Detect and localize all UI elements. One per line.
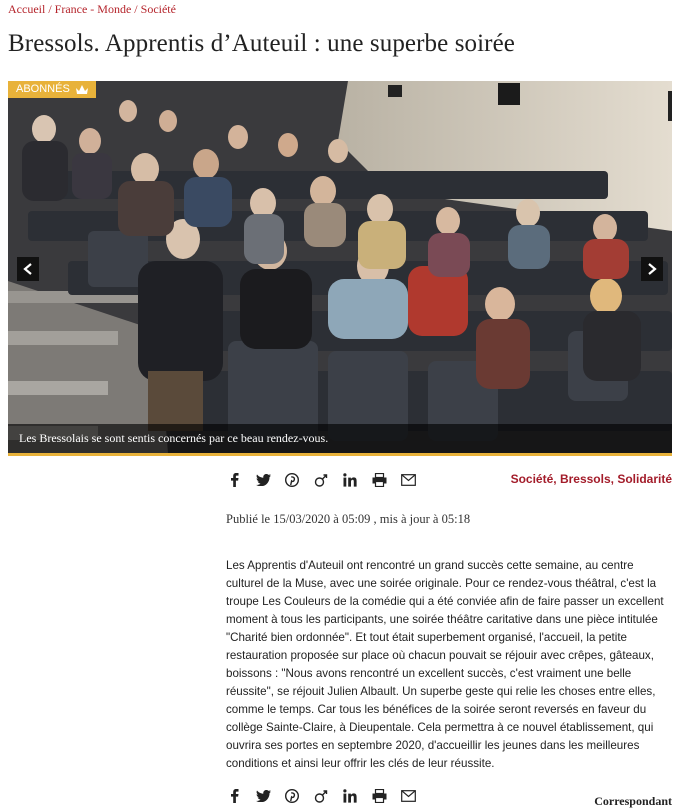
breadcrumb-france-monde[interactable]: France - Monde <box>54 2 132 16</box>
tag-bressols[interactable]: Bressols <box>559 472 611 486</box>
twitter-icon[interactable] <box>255 472 271 488</box>
photo-auditorium-audience <box>8 81 672 453</box>
share-bar-bottom <box>226 788 416 804</box>
breadcrumb <box>8 2 176 17</box>
pinterest-icon[interactable] <box>284 788 300 804</box>
flipboard-icon[interactable] <box>313 472 329 488</box>
twitter-icon[interactable] <box>255 788 271 804</box>
article-body: Les Apprentis d'Auteuil ont rencontré un grand succès cette semaine, au centre culturel de la Muse, avec une soirée originale. Pour ce rendez-vous théâtral, c'est la troupe Les Couleurs de la comédie qui a été conviée afin de faire passer un excellent moment à tous les participants, une soirée théâtre caritative dans une pièce intitulée "Charité bien ordonnée". Et tout était superbement organisé, l'accueil, la petite restauration proposée sur place où chacun pouvait se réjouir avec crêpes, gâteaux, boissons : "Nous avons rencontré un excellent succès, c'est vraiment une belle réussite", se réjouit Julien Albault. Un superbe geste qui relie les choses entre elles, comme le temps. Car tous les bénéfices de la soirée seront reversés en faveur du collège Sainte-Claire, à Dieupentale. Cela permettra à ce nouvel établissement, qui ouvrira ses portes en septembre 2020, d'accueillir les jeunes dans les meilleures conditions et ainsi leur offrir les clés de leur réussite. <box>226 559 664 770</box>
article-author: Correspondant <box>594 794 672 808</box>
breadcrumb-home[interactable]: Accueil <box>8 2 46 16</box>
photo-underline <box>8 453 672 456</box>
linkedin-icon[interactable] <box>342 788 358 804</box>
breadcrumb-societe[interactable]: Société <box>140 2 176 16</box>
facebook-icon[interactable] <box>226 472 242 488</box>
article-photo <box>8 81 672 453</box>
breadcrumb-separator: / <box>48 2 52 16</box>
share-bar-top <box>226 472 416 488</box>
chevron-left-icon <box>23 263 33 275</box>
facebook-icon[interactable] <box>226 788 242 804</box>
linkedin-icon[interactable] <box>342 472 358 488</box>
photo-caption: Les Bressolais se sont sentis concernés par ce beau rendez-vous. <box>8 424 672 453</box>
print-icon[interactable] <box>371 472 387 488</box>
article-tags: Société, Bressols, Solidarité <box>510 472 672 486</box>
subscribers-badge-label: ABONNÉS <box>16 83 70 95</box>
tag-societe[interactable]: Société <box>510 472 554 486</box>
photo-previous-button[interactable] <box>17 257 39 281</box>
publication-date: Publié le 15/03/2020 à 05:09 , mis à jour à 05:18 <box>226 512 471 526</box>
print-icon[interactable] <box>371 788 387 804</box>
crown-icon <box>76 85 88 95</box>
email-icon[interactable] <box>400 472 416 488</box>
flipboard-icon[interactable] <box>313 788 329 804</box>
pinterest-icon[interactable] <box>284 472 300 488</box>
subscribers-badge <box>8 81 96 98</box>
tag-solidarite[interactable]: Solidarité <box>617 472 672 486</box>
article-title: Bressols. Apprentis d’Auteuil : une superbe soirée <box>8 30 515 57</box>
chevron-right-icon <box>647 263 657 275</box>
email-icon[interactable] <box>400 788 416 804</box>
photo-next-button[interactable] <box>641 257 663 281</box>
breadcrumb-separator: / <box>134 2 138 16</box>
